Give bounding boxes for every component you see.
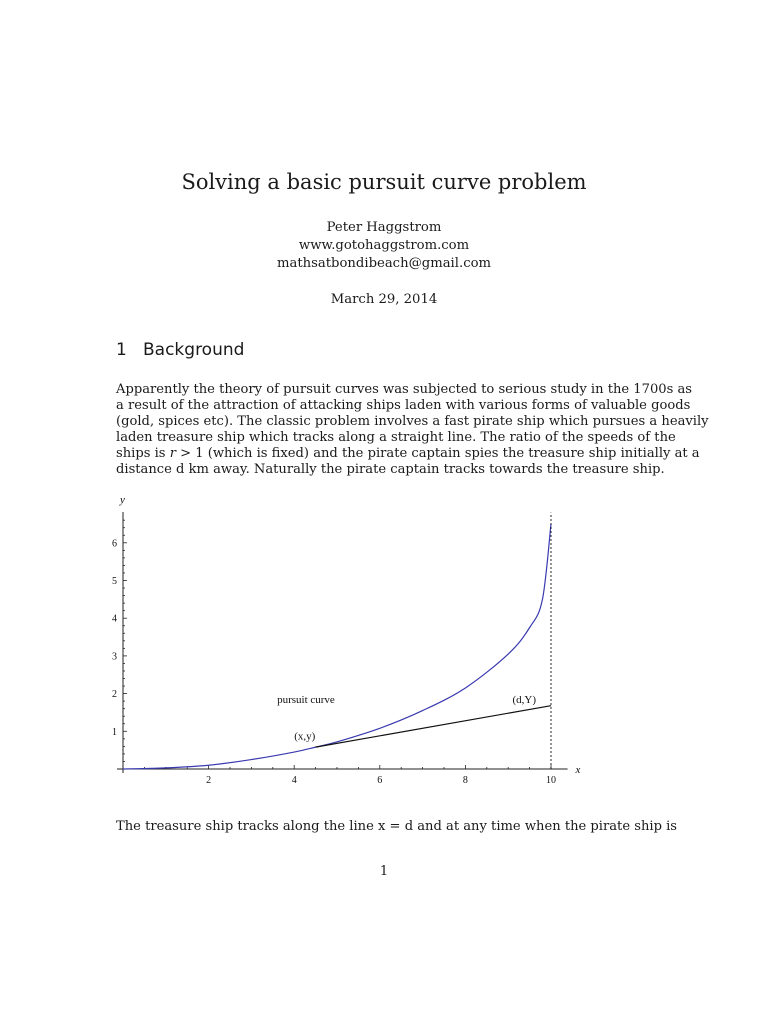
paragraph-line: a result of the attraction of attacking ships laden with various forms of valuable goods <box>116 398 691 413</box>
y-tick-label: 5 <box>112 576 117 587</box>
chart-annotation: pursuit curve <box>277 694 335 707</box>
paragraph-line: The treasure ship tracks along the line x = d and at any time when the pirate ship is <box>116 819 678 834</box>
y-tick-label: 3 <box>112 651 117 663</box>
chart-annotation: (x,y) <box>294 730 316 743</box>
chart-annotation: (d,Y) <box>512 694 537 707</box>
tangent-line <box>316 706 551 747</box>
paragraph-line: laden treasure ship which tracks along a straight line. The ratio of the speeds of the <box>116 430 676 445</box>
section-title: Background <box>143 340 245 360</box>
section-number: 1 <box>116 340 127 360</box>
x-tick-label: 4 <box>291 775 297 786</box>
math-variable: r <box>169 446 176 461</box>
x-tick-label: 6 <box>377 775 383 786</box>
y-tick-label: 2 <box>112 689 117 701</box>
paper-date: March 29, 2014 <box>330 292 438 307</box>
y-axis-label: y <box>120 494 125 506</box>
y-tick-label: 1 <box>112 726 117 738</box>
author-name: Peter Haggstrom <box>326 220 442 235</box>
x-tick-label: 10 <box>546 775 556 786</box>
x-tick-label: 2 <box>206 775 212 786</box>
author-email: mathsatbondibeach@gmail.com <box>276 256 492 271</box>
page-number: 1 <box>379 864 389 879</box>
x-tick-label: 8 <box>462 775 468 786</box>
paragraph-line: Apparently the theory of pursuit curves was subjected to serious study in the 1700s as <box>116 382 693 397</box>
author-website: www.gotohaggstrom.com <box>298 238 470 253</box>
paragraph-text: > 1 (which is fixed) and the pirate captain spies the treasure ship initially at a <box>175 446 700 461</box>
paragraph-line: distance d km away. Naturally the pirate captain tracks towards the treasure ship. <box>116 462 665 477</box>
y-tick-label: 6 <box>112 538 117 550</box>
x-axis-label: x <box>575 764 581 776</box>
paragraph-text: ships is <box>116 446 170 461</box>
paper-title: Solving a basic pursuit curve problem <box>181 170 587 194</box>
pursuit-curve-line <box>123 524 551 769</box>
continuation-paragraph <box>116 819 678 835</box>
paragraph-line: (gold, spices etc). The classic problem involves a fast pirate ship which pursues a heavily <box>116 414 709 429</box>
y-tick-label: 4 <box>112 613 117 625</box>
